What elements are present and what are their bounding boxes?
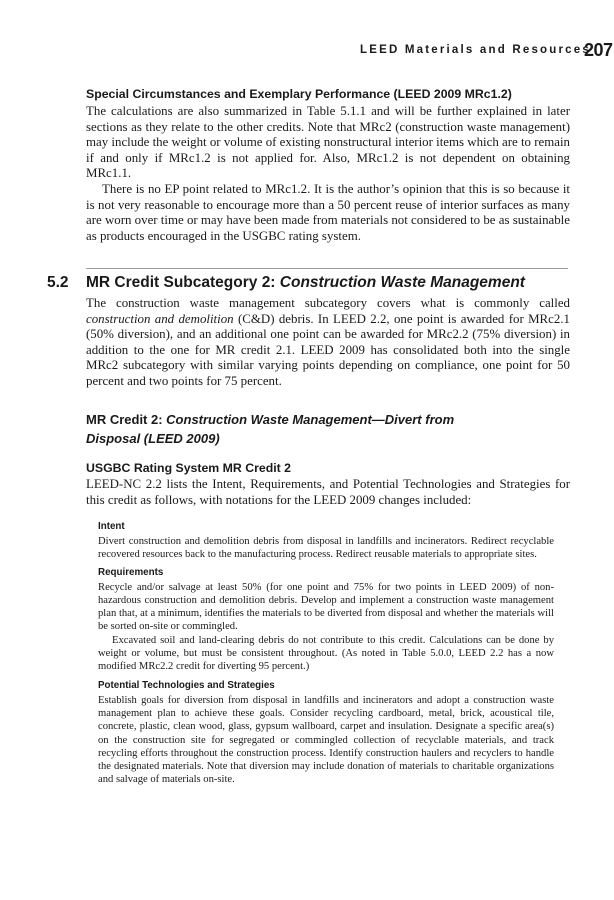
section-paragraph-part-1: The construction waste management subcategory covers what is commonly called bbox=[86, 296, 570, 310]
usgbc-subheading: USGBC Rating System MR Credit 2 bbox=[86, 461, 291, 475]
intent-label: Intent bbox=[98, 521, 125, 532]
credit-heading-block bbox=[86, 410, 570, 448]
strategies-text: Establish goals for diversion from disposal in landfills and incinerators and adopt a construction waste management plan to achieve these goals. Consider recycling cardboard, metal, brick, acoustical tile, concrete, plastic, clean wood, glass, gypsum wallboard, carpet and insulation. Designate a specific area(s) on the construction site for segregated or commingled collection of recyclable materials, and track recycling efforts throughout the construction process. Identify construction haulers and recyclers to handle the designated materials. Note that diversion may include donation of materials to charitable organizations and salvage of materials on-site. bbox=[98, 694, 554, 786]
usgbc-intro: LEED-NC 2.2 lists the Intent, Requirements, and Potential Technologies and Strategies for this credit as follows, with notations for the LEED 2009 changes included: bbox=[86, 477, 570, 507]
special-paragraph-2: There is no EP point related to MRc1.2. It is the author’s opinion that this is so because it is not very reasonable to encourage more than a 50 percent reuse of interior surfaces as many are worn over time or may have been made from materials not considered to be as sustainable as products encouraged in the USGBC rating system. bbox=[86, 181, 570, 243]
special-paragraph-1: The calculations are also summarized in Table 5.1.1 and will be further explained in later sections as they relate to the other credits. Note that MRc2 (construction waste management) may include the weight or volume of existing nonstructural interior items which are to remain if and only if MRc1.2 is not applied for. Also, MRc1.2 is not dependent on obtaining MRc1.1. bbox=[86, 104, 570, 181]
credit-heading bbox=[86, 410, 570, 448]
running-head: LEED Materials and Resources bbox=[360, 44, 591, 56]
section-paragraph-part-2: (C&D) debris. In LEED 2.2, one point is awarded for MRc2.1 (50% diversion), and an additional one point can be awarded for MRc2.2 (75% diversion) in addition to the one for MR credit 2.1. LEED 2009 has consolidated both into the single MRc2 subcategory with similar varying points depending on compliance, one point for 50 percent and two points for 75 percent. bbox=[86, 311, 570, 388]
credit-inset bbox=[98, 520, 554, 787]
section-paragraph-italic: construction and demolition bbox=[86, 311, 234, 326]
section-number: 5.2 bbox=[47, 274, 69, 291]
section-title-prefix: MR Credit Subcategory 2: bbox=[86, 274, 280, 291]
section-title bbox=[86, 274, 525, 292]
requirements-text-2: Excavated soil and land-clearing debris do not contribute to this credit. Calculations can be done by weight or volume, but must be consistent throughout. (As noted in Table 5.0.0, LEED 2.2 has a now modified MRc2.2 credit for diverting 95 percent.) bbox=[98, 634, 554, 673]
credit-heading-italic-line-1: Construction Waste Management—Divert from bbox=[166, 412, 455, 427]
strategies-label: Potential Technologies and Strategies bbox=[98, 679, 275, 691]
section-paragraph bbox=[86, 296, 570, 390]
requirements-label: Requirements bbox=[98, 566, 164, 578]
section-title-italic: Construction Waste Management bbox=[279, 274, 525, 291]
requirements-text-1: Recycle and/or salvage at least 50% (for one point and 75% for two points in LEED 2009) of non-hazardous construction and demolition debris. Develop and implement a construction waste management plan that, at a minimum, identifies the materials to be diverted from disposal and whether the materials will be sorted on-site or commingled. bbox=[98, 581, 554, 633]
section-divider bbox=[86, 268, 568, 269]
section-intro-block bbox=[86, 296, 570, 390]
usgbc-block bbox=[86, 461, 570, 508]
special-circumstances-heading: Special Circumstances and Exemplary Performance (LEED 2009 MRc1.2) bbox=[86, 87, 512, 101]
intent-text: Divert construction and demolition debris from disposal in landfills and incinerators. Redirect recyclable recovered resources back to the manufacturing process. Redirect reusable materials to appropriate sites. bbox=[98, 536, 554, 561]
page-number: 207 bbox=[584, 40, 613, 60]
special-circumstances-block bbox=[86, 87, 570, 244]
credit-heading-italic-line-2: Disposal (LEED 2009) bbox=[86, 431, 220, 446]
credit-heading-prefix: MR Credit 2: bbox=[86, 412, 167, 427]
